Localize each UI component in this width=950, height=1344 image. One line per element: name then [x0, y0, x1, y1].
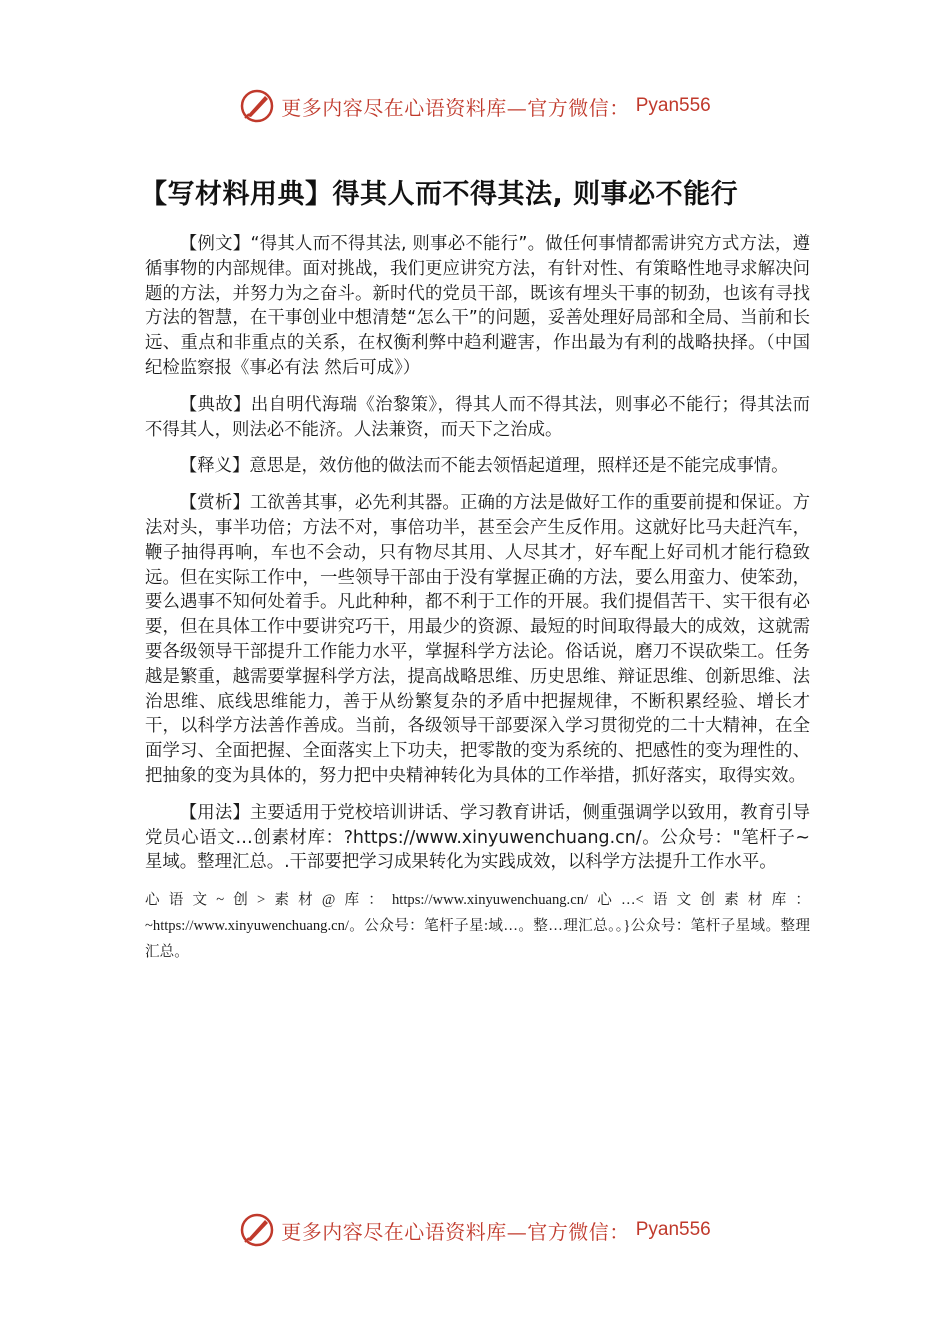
footnote: 心语文~创>素材@库：https://www.xinyuwenchuang.cn/心…<语文创素材库：~https://www.xinyuwenchuang.cn/。公众号：笔杆子星:域…。整…理汇总。。}公众号：笔杆子星域。整理汇总。: [145, 892, 810, 961]
paragraph-text: 工欲善其事，必先利其器。正确的方法是做好工作的重要前提和保证。方法对头，事半功倍；方法不对，事倍功半，甚至会产生反作用。这就好比马夫赶汽车，鞭子抽得再响，车也不会动，只有物尽其用、人尽其才，好车配上好司机才能行稳致远。但在实际工作中，一些领导干部由于没有掌握正确的方法，要么用蛮力、使笨劲，要么遇事不知何处着手。凡此种种，都不利于工作的开展。我们提倡苦干、实干很有必要，但在具体工作中要讲究巧干，用最少的资源、最短的时间取得最大的成效，这就需要各级领导干部提升工作能力水平，掌握科学方法论。俗话说，磨刀不误砍柴工。任务越是繁重，越需要掌握科学方法，提高战略思维、历史思维、辩证思维、创新思维、法治思维、底线思维能力，善于从纷繁复杂的矛盾中把握规律，不断积累经验、增长才干，以科学方法善作善成。当前，各级领导干部要深入学习贯彻党的二十大精神，在全面学习、全面把握、全面落实上下功夫，把零散的变为系统的、把感性的变为理性的、把抽象的变为具体的，努力把中央精神转化为具体的工作举措，抓好落实，取得实效。: [145, 493, 810, 786]
quill-logo-icon: [239, 1212, 275, 1248]
banner-text: 更多内容尽在心语资料库—官方微信：: [281, 95, 630, 120]
paragraph-tag: 【释义】: [179, 456, 250, 477]
paragraph-tag: 【赏析】: [179, 493, 250, 514]
page-title: 【写材料用典】得其人而不得其法, 则事必不能行: [140, 179, 739, 210]
paragraph-example: [145, 232, 810, 381]
paragraph-tag: 【用法】: [179, 802, 250, 823]
paragraph-allusion: [145, 393, 810, 443]
paragraph-text: “得其人而不得其法, 则事必不能行”。做任何事情都需讲究方式方法，遵循事物的内部规律。面对挑战，我们更应讲究方法，有针对性、有策略性地寻求解决问题的方法，并努力为之奋斗。新时代的党员干部，既该有埋头干事的韧劲，也该有寻找方法的智慧，在干事创业中想清楚“怎么干”的问题，妥善处理好局部和全局、当前和长远、重点和非重点的关系，在权衡利弊中趋利避害，作出最为有利的战略抉择。（中国纪检监察报《事必有法 然后可成》）: [145, 234, 810, 378]
header-banner: [0, 86, 950, 126]
paragraph-analysis: [145, 491, 810, 789]
paragraph-text: 意思是，效仿他的做法而不能去领悟起道理，照样还是不能完成事情。: [249, 456, 789, 477]
banner-wechat-id: Pyan556: [635, 95, 711, 116]
paragraph-usage: [145, 801, 810, 875]
footer-banner: [0, 1210, 950, 1250]
paragraph-tag: 【典故】: [179, 394, 251, 415]
document-body: [145, 232, 810, 965]
paragraph-text: 出自明代海瑞《治黎策》，得其人而不得其法，则事必不能行；得其法而不得其人，则法必不能济。人法兼资，而天下之治成。: [145, 394, 810, 440]
paragraph-tag: 【例文】: [179, 234, 251, 254]
banner-wechat-id: Pyan556: [635, 1219, 711, 1240]
paragraph-meaning: [145, 454, 810, 479]
quill-logo-icon: [239, 88, 275, 124]
paragraph-text: 主要适用于党校培训讲话、学习教育讲话，侧重强调学以致用，教育引导党员心语文…创素材库：?https://www.xinyuwenchuang.cn/。公众号："笔杆子~星域。整理汇总。.干部要把学习成果转化为实践成效，以科学方法提升工作水平。: [145, 802, 810, 873]
banner-text: 更多内容尽在心语资料库—官方微信：: [281, 1219, 630, 1244]
